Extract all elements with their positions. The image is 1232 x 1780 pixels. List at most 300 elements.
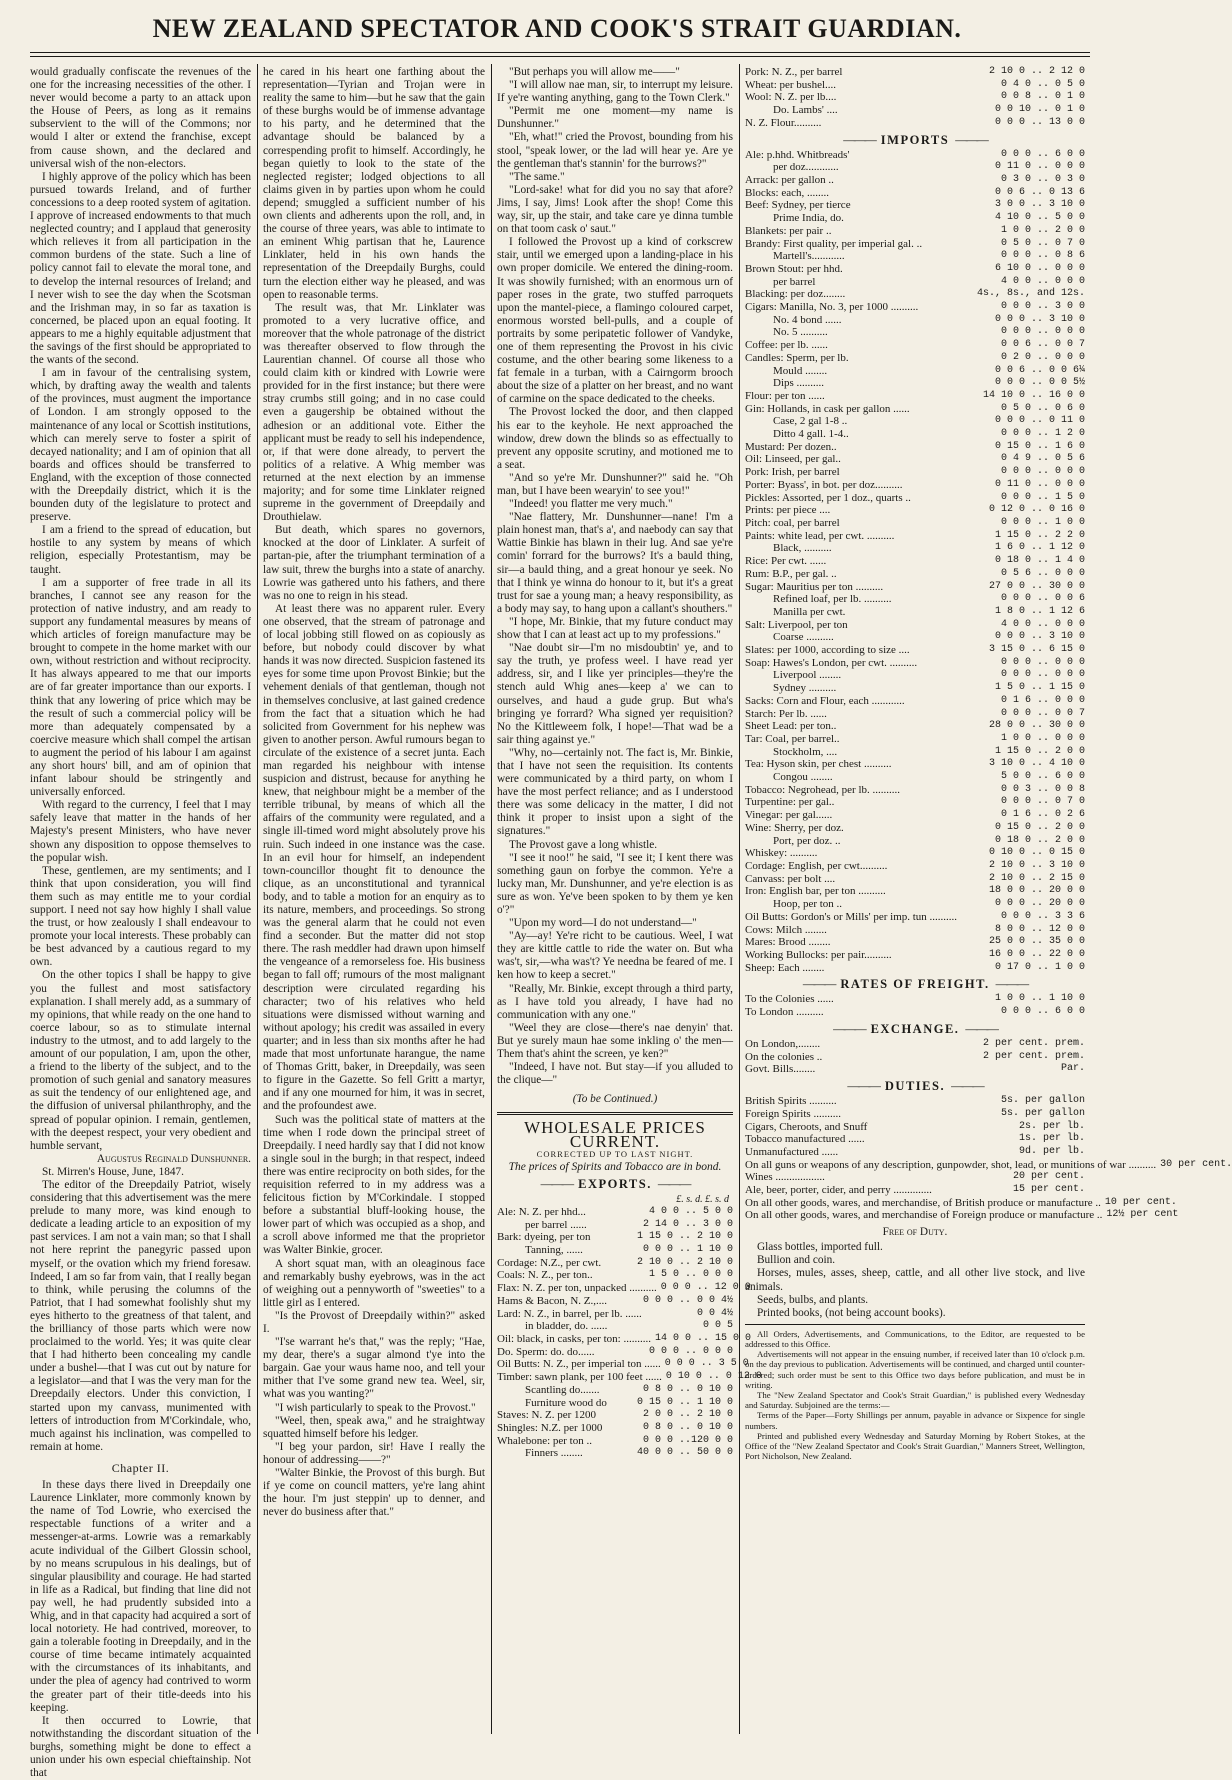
price-row: [745, 631, 1085, 644]
price-value: 0 0 0 .. 0 0 4½: [642, 1294, 733, 1306]
paragraph: "I'se warrant he's that," was the reply; "Hae, my dear, there's a sugar almond t'ye into the bargain. Gae your waus hame noo, and tell your mither that I've some grand new tea. Weel, sir, what was you wanting?": [263, 1336, 485, 1401]
price-item: Brown Stout: per hhd.: [745, 262, 843, 275]
price-item: Wool: N. Z. per lb....: [745, 91, 837, 104]
paragraph: "I beg your pardon, sir! Have I really the honour of addressing——?": [263, 1440, 485, 1466]
price-item: Candles: Sperm, per lb.: [745, 351, 849, 364]
price-row: [745, 466, 1085, 479]
price-value: 0 0 0 .. 3 10 0: [994, 313, 1085, 325]
price-item: Unmanufactured ......: [745, 1145, 839, 1158]
price-row: [745, 79, 1085, 92]
paragraph: "Weel, then, speak awa," and he straightway squatted himself before his ledger.: [263, 1414, 485, 1440]
price-value: 0 0 0 .. 1 0 0: [1000, 517, 1085, 528]
price-value: 0 10 0 .. 0 12 0: [665, 1371, 762, 1383]
price-item: Sheep: Each ........: [745, 961, 825, 974]
price-item: Flour: per ton ......: [745, 389, 825, 402]
column-divider: [491, 64, 492, 1734]
price-row: [745, 669, 1085, 682]
price-row: [745, 415, 1085, 428]
price-item: Blacking: per doz........: [745, 288, 846, 301]
paragraph: I am in favour of the centralising system, which, by drafting away the wealth and talents of the provinces, must augment the importance of London. I am strongly opposed to the maintenance of any local or Scottish institutions, which can merely serve to foster a spirit of decayed nationality; and I am of opinion that all boards and offices should be transferred to England, with the exception of those connected with the Dreepdaily district, which it is the bounden duty of the legislature to protect and preserve.: [30, 367, 251, 524]
price-item: Salt: Liverpool, per ton: [745, 618, 848, 631]
price-row: [745, 276, 1085, 289]
price-value: 8 0 0 .. 12 0 0: [994, 923, 1085, 935]
price-value: 15 per cent.: [1012, 1184, 1085, 1196]
price-item: Coarse ..........: [773, 631, 834, 644]
price-row: [745, 835, 1085, 848]
price-value: 0 2 0 .. 0 0 0: [1000, 351, 1085, 363]
price-item: Wheat: per bushel....: [745, 78, 837, 91]
notice-line: Printed books, (not being account books).: [757, 1306, 946, 1319]
price-value: 5s. per gallon: [1000, 1107, 1085, 1119]
price-value: 0 0 0 .. 0 0 0: [648, 1345, 733, 1357]
price-row: [745, 606, 1085, 619]
price-row: [745, 1209, 1179, 1222]
price-row: [745, 993, 1085, 1006]
price-item: Soap: Hawes's London, per cwt. ..........: [745, 656, 918, 669]
price-item: Rice: Per cwt. ......: [745, 555, 827, 568]
price-row: [745, 822, 1085, 835]
price-row: [745, 301, 1085, 314]
price-row: [745, 568, 1085, 581]
paragraph: A short squat man, with an oleaginous face and remarkably bushy eyebrows, was in the act of weighing out a pennyworth of "sweeties" to a little girl as I entered.: [263, 1257, 485, 1309]
paragraph: These, gentlemen, are my sentiments; and I think that upon consideration, you will find them such as may entitle me to your cordial support. I need not say how highly I shall value the trust, or how zealously I shall endeavour to promote your local interests. These probably can be best advanced by a cautious regard to my own.: [30, 864, 251, 969]
price-item: Blankets: per pair ..: [745, 224, 832, 237]
price-value: 1 0 0 .. 1 10 0: [994, 993, 1085, 1005]
price-item: Flax: N. Z. per ton, unpacked ..........: [497, 1282, 657, 1295]
paragraph: On the other topics I shall be happy to give you the fullest and most satisfactory explanation. I shall merely add, as a summary of my opinions, that while ready on the one hand to coerce labour, so as to stimulate internal industry to the utmost, and to add largely to the amount of our population, I am, upon the other, a friend to the liberty of the subject, and to the promotion of such genial and sanatory measures as suit the tendency of our enlightened age, and the diffusion of universal philanthrophy, and the spread of popular opinion. I remain, gentlemen, with the deepest respect, your very obedient and humble servant,: [30, 969, 251, 1152]
price-value: 0 0 5: [702, 1320, 733, 1332]
price-item: per barrel ......: [525, 1218, 587, 1231]
price-row: [745, 593, 1085, 606]
price-row: [745, 390, 1085, 403]
price-value: 0 0 0 .. 0 7 0: [1000, 796, 1085, 808]
paragraph: "I hope, Mr. Binkie, that my future conduct may show that I can at least act up to my professions.": [497, 615, 733, 642]
price-row: [745, 1095, 1085, 1108]
story-text: [263, 66, 485, 1519]
paragraph: "I wish particularly to speak to the Provost.": [275, 1401, 476, 1414]
price-row: [745, 326, 1085, 339]
price-value: 4 10 0 .. 5 0 0: [994, 212, 1085, 224]
paragraph: The Provost gave a long whistle.: [509, 838, 658, 851]
price-value: 0 0 0 .. 1 5 0: [1000, 491, 1085, 503]
price-item: British Spirits ..........: [745, 1095, 837, 1108]
notice-line: Seeds, bulbs, and plants.: [757, 1293, 869, 1306]
price-row: [497, 1231, 733, 1244]
price-row: [497, 1358, 749, 1371]
price-item: Pork: N. Z., per barrel: [745, 66, 843, 78]
price-value: 4 0 0 .. 0 0 0: [1000, 618, 1085, 630]
price-item: Cigars: Manilla, No. 3, per 1000 ..........: [745, 301, 919, 314]
price-item: Coals: N. Z., per ton..: [497, 1269, 593, 1282]
price-row: [745, 1133, 1085, 1146]
duties-heading: ——— DUTIES. ———: [745, 1080, 1085, 1093]
price-item: To the Colonies ......: [745, 993, 834, 1006]
price-item: Furniture wood do: [525, 1396, 607, 1409]
price-item: Tobacco manufactured ......: [745, 1133, 865, 1146]
price-value: 0 0 6 .. 0 0 7: [1000, 339, 1085, 351]
price-item: Prime India, do.: [773, 212, 844, 225]
price-item: Blocks: each, ........: [745, 186, 830, 199]
signature: Augustus Reginald Dunshunner.: [96, 1152, 251, 1165]
paragraph: "Eh, what!" cried the Provost, bounding from his stool, "speak lower, or the lad will hear ye. Are ye the gentleman that's stannin' for the burrows?": [497, 131, 733, 170]
price-value: 1 0 0 .. 0 0 0: [1000, 732, 1085, 744]
address-text: [30, 66, 251, 1153]
price-value: 4 0 0 .. 0 0 0: [1000, 275, 1085, 287]
price-value: 27 0 0 .. 30 0 0: [988, 580, 1085, 592]
freight-table: [745, 993, 1085, 1018]
price-item: On all other goods, wares, and merchandise of Foreign produce or manufacture ..: [745, 1209, 1103, 1222]
paragraph: would gradually confiscate the revenues of the one for the increasing necessities of the other. I never would become a party to an attack upon the House of Peers, as long as it remains subservient to the will of the Commons; nor would I alter or extend the franchise, except from cause shown, and the declared and universal wish of the non-electors.: [30, 66, 251, 170]
price-item: Sugar: Mauritius per ton ..........: [745, 580, 884, 593]
price-row: [745, 542, 1085, 555]
price-item: Whiskey: ..........: [745, 847, 818, 860]
price-item: No. 5 ..........: [773, 326, 828, 339]
price-row: [745, 212, 1085, 225]
price-row: [745, 873, 1085, 886]
paragraph: "Is the Provost of Dreepdaily within?" asked I.: [263, 1309, 485, 1335]
paragraph: "Really, Mr. Binkie, except through a third party, as I have told you already, I have had no communication with any one.": [497, 982, 733, 1021]
price-item: Cordage: N.Z., per cwt.: [497, 1256, 602, 1269]
price-value: 14 10 0 .. 16 0 0: [982, 389, 1085, 401]
price-item: Mould ........: [773, 364, 828, 377]
price-row: [745, 1146, 1085, 1159]
price-row: [497, 1269, 733, 1282]
price-value: 0 8 0 .. 0 10 0: [642, 1383, 733, 1395]
chapter-heading: Chapter II.: [111, 1460, 170, 1475]
imports-heading: ——— IMPORTS ———: [745, 134, 1085, 147]
price-value: 12½ per cent: [1106, 1209, 1179, 1221]
price-row: [745, 771, 1085, 784]
to-be-continued: (To be Continued.): [572, 1093, 658, 1106]
price-item: Cordage: English, per cwt..........: [745, 859, 888, 872]
paragraph: I am a supporter of free trade in all its branches, I cannot see any reason for the protection of native industry, and am ready to support any fundamental measures by means of which articles of foreign manufacture may be brought to compete in the home market with our own, without restriction and without reciprocity. It has always appeared to me that our imports are of far greater importance than our exports. I think that any lowering of price which may be the result of such a commercial policy will be more than adequately compensated by a coercive measure which shall compel the artisan to augment the period of his labour I am against any short hours' bill, and am of opinion that infant labour should be stringently and universally enforced.: [30, 576, 251, 799]
paragraph: In these days there lived in Dreepdaily one Laurence Linklater, more commonly known by the name of Tod Lowrie, who exercised the respectable functions of a writer and a messenger-at-arms. Lowrie was a remarkably acute individual of the Gilbert Glossin school, by no means scrupulous in his dealings, but of singular plausibility and courage. He had started in life as a Radical, but finding that line did not pay well, he had prudently subsided into a Whig, and in that capacity had acquired a sort of local notoriety. He had contrived, moreover, to gain a tolerable footing in Dreepdaily, and in the course of time became intimately acquainted with the circumstances of its inhabitants, and under the plea of agency had contrived to worm the greater part of their title-deeds into his keeping.: [30, 1479, 251, 1714]
price-row: [745, 555, 1085, 568]
price-row: [745, 403, 1085, 416]
paragraph: "Indeed! you flatter me very much.": [509, 498, 673, 511]
price-row: [745, 657, 1085, 670]
price-row: [745, 199, 1085, 212]
price-item: Prints: per piece ....: [745, 504, 831, 517]
price-row: [745, 428, 1085, 441]
paragraph: "Walter Binkie, the Provost of this burgh. But if ye come on council matters, ye're lang ahint the hour. I'm just steppin' up to denner, and never do business after that.": [263, 1467, 485, 1519]
price-value: 0 0 6 .. 0 0 6¼: [994, 364, 1085, 376]
price-value: 3 15 0 .. 6 15 0: [988, 644, 1085, 656]
price-value: 0 0 0 .. 0 11 0: [994, 415, 1085, 427]
price-row: [745, 479, 1085, 492]
price-row: [745, 517, 1085, 530]
price-row: [745, 796, 1085, 809]
notice-line: All Orders, Advertisements, and Communications, to the Editor, are requested to be addressed to this Office.: [745, 1328, 1085, 1349]
price-item: Mustard: Per dozen..: [745, 440, 837, 453]
price-value: 0 0 0 .. 1 10 0: [642, 1244, 733, 1256]
price-item: Iron: English bar, per ton ..........: [745, 885, 886, 898]
paragraph: I am a friend to the spread of education, but hostile to any system by means of which religion, especially Protestantism, may be taught.: [30, 524, 251, 576]
price-item: Pitch: coal, per barrel: [745, 517, 840, 529]
price-item: On the colonies ..: [745, 1050, 823, 1063]
price-item: Tobacco: Negrohead, per lb. ..........: [745, 783, 901, 796]
paragraph: The editor of the Dreepdaily Patriot, wisely considering that this advertisement was the mere prelude to many more, was kind enough to dedicate a leading article to an exposition of my past services. I am not a vain man; so that I shall not here reprint the panegyric passed upon myself, or the ovation which my friend foresaw. Indeed, I am so far from vain, that I really began to think, while perusing the columns of the Patriot, that I had somewhat foolishly shut my eyes hitherto to the greatness of that talent, and the brilliancy of those parts which were now proclaimed to the world. Yes; it was quite clear that I had hitherto been concealing my candle under a bushel—that I was cut out by nature for a legislator—and that I was the very man for the Dreepdaily electors. Under this conviction, I started upon my canvass, munimented with letters of introduction from M'Corkindale, who, much against his inclination, was compelled to remain at home.: [30, 1178, 251, 1453]
price-value: 0 0 0 .. 6 0 0: [1000, 1006, 1085, 1018]
price-value: 0 17 0 .. 1 0 0: [994, 961, 1085, 973]
column-divider: [257, 64, 258, 1734]
column-3: [497, 66, 762, 1731]
price-value: Par.: [1060, 1063, 1085, 1075]
price-row: [745, 149, 1085, 162]
paragraph: At least there was no apparent ruler. Every one observed, that the stream of patronage and of local jobbing still flowed on as copiously as before, but nobody could discover by what hands it was now directed. Suspicion fastened its eyes for some time upon Provost Binkie; but the vehement denials of that gentleman, though not in themselves conclusive, at last gained credence from the fact that a situation which he had solicited from Government for his nephew was given to another person. Awful rumours began to circulate of the existence of a secret junta. Each man regarded his neighbour with intense suspicion and distrust, because for anything he knew, that neighbour might be a member of the terrible tribunal, by means of which all the affairs of the community were regulated, and a single ill-timed word might absolutely prove his ruin. Such indeed in one instance was the case. In an evil hour for himself, an independent town-councillor thought fit to denounce the clique, as an unconstitutional and tyrannical body, and to table a motion for an enquiry as to its nature, members, and proceedings. So strong was the general alarm that he could not even find a seconder. But the matter did not stop there. The rash meddler had drawn upon himself the vengeance of a remorseless foe. His business began to fall off; rumours of the most malignant description were circulated regarding his character; two of his relatives who held situations were dismissed without warning and without apology; his credit was assailed in every quarter; and in less than six months after he had made that most unfortunate harangue, the name of Thomas Gritt, baker, in Dreepdaily, was seen to figure in the Gazette. So fell Gritt a martyr, and if any one mourned for him, it was in secret, and the profoundest awe.: [263, 602, 485, 1113]
price-value: 25 0 0 .. 35 0 0: [988, 936, 1085, 948]
paragraph: "Weel they are close—there's nae denyin' that. But ye surely maun hae some inkling o' the men—Them that's ahint the screen, ye ken?": [497, 1021, 733, 1061]
notice-line: Advertisements will not appear in the ensuing number, if received later than 10 o'clock p.m. on the day previous to publication. Advertisements will be continued, and charged until counter-ordered; such order must be sent to this Office two days before publication, and must be in writing.: [745, 1349, 1085, 1390]
price-value: 9d. per lb.: [1018, 1145, 1085, 1157]
price-row: [745, 1038, 1085, 1051]
column-2: [263, 66, 485, 1731]
price-value: 18 0 0 .. 20 0 0: [988, 885, 1085, 897]
price-value: 0 0 0 .. 0 0 0: [1000, 466, 1085, 478]
price-row: [497, 1295, 733, 1308]
price-row: [745, 263, 1085, 276]
price-item: Beef: Sydney, per tierce: [745, 199, 851, 212]
price-item: Rum: B.P., per gal. ..: [745, 567, 837, 580]
price-item: Port, per doz. ..: [773, 834, 841, 847]
price-row: [745, 314, 1085, 327]
price-value: 0 0 0 .. 3 10 0: [994, 631, 1085, 643]
paragraph: It then occurred to Lowrie, that notwithstanding the discordant situation of the burghs, something might be done to effect a union under his own especial chieftainship. Not that: [30, 1714, 251, 1780]
price-value: 2 per cent. prem.: [982, 1050, 1085, 1062]
price-row: [745, 187, 1085, 200]
price-row: [745, 161, 1085, 174]
price-row: [497, 1447, 733, 1460]
price-value: 16 0 0 .. 22 0 0: [988, 948, 1085, 960]
price-item: Brandy: First quality, per imperial gal. ..: [745, 237, 923, 250]
price-row: [745, 720, 1085, 733]
price-value: 0 5 0 .. 0 6 0: [1000, 402, 1085, 414]
price-row: [745, 1051, 1085, 1064]
price-item: Oil Butts: N. Z., per imperial ton ......: [497, 1358, 661, 1371]
price-value: 1 15 0 .. 2 0 0: [994, 745, 1085, 757]
price-row: [745, 104, 1085, 117]
free-of-duty-list: [745, 1241, 1085, 1320]
price-item: Martell's............: [773, 250, 845, 263]
notice-line: Printed and published every Wednesday and Saturday Morning by Robert Stokes, at the Office of the "New Zealand Spectator and Cook's Strait Guardian," Manners Street, Wellington, Port Nicholson, New Zealand.: [745, 1430, 1085, 1462]
paragraph: "I will allow nae man, sir, to interrupt my leisure. If ye're wanting anything, gang to the Town Clerk.": [497, 79, 733, 105]
price-item: Canvass: per bolt ....: [745, 872, 836, 885]
price-row: [745, 238, 1085, 251]
price-row: [745, 117, 1085, 130]
price-row: [745, 225, 1085, 238]
price-row: [745, 619, 1085, 632]
price-item: Cigars, Cheroots, and Snuff: [745, 1120, 868, 1133]
price-value: 0 0 4½: [696, 1307, 733, 1319]
price-row: [745, 453, 1085, 466]
price-item: Sheet Lead: per ton..: [745, 720, 837, 733]
price-item: Wines ..................: [745, 1171, 825, 1184]
price-row: [497, 1409, 733, 1422]
masthead-rule-2: [30, 56, 1090, 57]
editorial-text: [30, 1179, 251, 1454]
price-value: 0 0 0 .. 1 2 0: [1000, 428, 1085, 440]
price-value: 0 0 8 .. 0 1 0: [1000, 91, 1085, 103]
price-value: 0 1 6 .. 0 2 6: [1000, 809, 1085, 821]
price-value: 2 10 0 .. 2 15 0: [988, 872, 1085, 884]
exports-heading: ——— EXPORTS. ———: [497, 1178, 733, 1191]
price-item: Turpentine: per gal..: [745, 796, 835, 809]
price-row: [497, 1435, 733, 1448]
price-value: 1 15 0 .. 2 10 0: [636, 1231, 733, 1243]
price-row: [745, 339, 1085, 352]
price-value: 1 6 0 .. 1 12 0: [994, 542, 1085, 554]
price-value: 40 0 0 .. 50 0 0: [636, 1447, 733, 1459]
price-row: [745, 530, 1085, 543]
price-item: per barrel: [773, 275, 816, 288]
price-value: 0 0 0 .. 0 0 0: [1000, 656, 1085, 668]
price-row: [745, 962, 1085, 975]
price-value: 0 0 0 .. 0 0 6: [1000, 593, 1085, 605]
price-value: 20 per cent.: [1012, 1171, 1085, 1183]
price-item: Working Bullocks: per pair..........: [745, 948, 892, 961]
paragraph: I highly approve of the policy which has been pursued towards Ireland, and of further concessions to a deep rooted system of agitation. I approve of increased endowments to that much neglected country; and I applaud that generosity which relieves it from all participation in the common burdens of the state. Such a line of policy cannot fail to elevate the moral tone, and to develop the internal resources of Ireland; and I never wish to see the day when the Scotsman and the Irishman may, in so far as taxation is concerned, be placed upon an equal footing. It appears to me a highly equitable adjustment that the savings of the first should be appropriated to the wants of the second.: [30, 170, 251, 367]
price-row: [497, 1206, 733, 1219]
price-value: 1 8 0 .. 1 12 6: [994, 605, 1085, 617]
price-item: Refined loaf, per lb. ..........: [773, 593, 892, 606]
divider: [745, 1324, 1085, 1325]
price-value: 0 8 0 .. 0 10 0: [642, 1421, 733, 1433]
price-item: Whalebone: per ton ..: [497, 1434, 592, 1447]
price-row: [745, 924, 1085, 937]
price-value: 5s. per gallon: [1000, 1095, 1085, 1107]
price-item: On all other goods, wares, and merchandise, of British produce or manufacture ..: [745, 1196, 1101, 1209]
paragraph: "I see it noo!" he said, "I see it; I kent there was something gaun on forbye the common. Ye're a lucky man, Mr. Dunshunner, and ye're election is as sure as won. Ye've been spoken to by them ye ken o'?": [497, 851, 733, 916]
exports-continued-table: [745, 66, 1085, 130]
price-item: Slates: per 1000, according to size ....: [745, 644, 910, 657]
column-divider: [739, 64, 740, 1734]
price-value: 2 10 0 .. 2 10 0: [636, 1256, 733, 1268]
price-row: [745, 352, 1085, 365]
price-row: [745, 885, 1085, 898]
price-row: [745, 809, 1085, 822]
price-row: [497, 1219, 733, 1232]
price-value: 0 5 6 .. 0 0 0: [1000, 567, 1085, 579]
price-row: [745, 365, 1085, 378]
price-value: 30 per cent.: [1160, 1158, 1232, 1170]
price-value: 0 1 6 .. 0 0 0: [1000, 694, 1085, 706]
price-row: [745, 1184, 1085, 1197]
paragraph: With regard to the currency, I feel that I may safely leave that matter in the hands of her Majesty's present Ministers, who have never shown any disposition to oppose themselves to the popular wish.: [30, 799, 251, 864]
price-value: 0 18 0 .. 1 4 0: [994, 555, 1085, 567]
price-row: [745, 644, 1085, 657]
price-row: [497, 1333, 751, 1346]
price-row: [497, 1257, 733, 1270]
price-item: Mares: Brood ........: [745, 936, 831, 949]
price-row: [745, 758, 1085, 771]
story-text-continued: [497, 66, 733, 1087]
price-item: Cows: Milch ........: [745, 923, 827, 936]
price-row: [745, 1158, 1232, 1172]
price-value: 0 5 0 .. 0 7 0: [1000, 237, 1085, 249]
price-value: 0 10 0 .. 0 15 0: [988, 847, 1085, 859]
price-value: 0 4 9 .. 0 5 6: [1000, 453, 1085, 465]
price-row: [497, 1244, 733, 1257]
price-value: 0 0 0 .. 20 0 0: [994, 898, 1085, 910]
notice-line: Glass bottles, imported full.: [757, 1241, 883, 1254]
price-row: [745, 682, 1085, 695]
price-value: 0 0 0 ..120 0 0: [642, 1434, 733, 1446]
price-row: [745, 1121, 1085, 1134]
price-row: [745, 860, 1085, 873]
price-value: 1s. per lb.: [1018, 1133, 1085, 1145]
price-row: [745, 733, 1085, 746]
price-item: in bladder, do. ......: [525, 1320, 608, 1333]
price-row: [745, 1006, 1085, 1019]
price-item: Congou ........: [773, 771, 833, 784]
currency-header: £. s. d. £. s. d: [676, 1193, 729, 1205]
paragraph: "Permit me one moment—my name is Dunshunner.": [497, 105, 733, 131]
price-row: [745, 250, 1085, 263]
price-item: On all guns or weapons of any description, gunpowder, shot, lead, or munitions of war ..........: [745, 1158, 1157, 1171]
price-value: 14 0 0 .. 15 0 0: [654, 1333, 751, 1344]
price-value: 2 10 0 .. 3 10 0: [988, 859, 1085, 871]
price-item: Do. Sperm: do. do......: [497, 1345, 595, 1358]
price-item: Bark: dyeing, per ton: [497, 1231, 591, 1244]
column-1: [30, 66, 251, 1780]
price-item: Tar: Coal, per barrel..: [745, 732, 840, 745]
price-value: 5 0 0 .. 6 0 0: [1000, 771, 1085, 783]
price-row: [745, 1063, 1085, 1076]
price-row: [745, 91, 1085, 104]
price-value: 0 0 0 .. 3 0 0: [1000, 301, 1085, 313]
paragraph: The Provost locked the door, and then clapped his ear to the keyhole. He next approached the window, drew down the blinds so as effectually to prevent any opposite scrutiny, and motioned me to a seat.: [497, 406, 733, 471]
paragraph: "The same.": [509, 170, 565, 183]
price-item: Starch: Per lb. ......: [745, 707, 827, 720]
price-item: Timber: sawn plank, per 100 feet ......: [497, 1371, 662, 1384]
price-row: [745, 1196, 1177, 1210]
price-row: [745, 695, 1085, 708]
price-item: Coffee: per lb. ......: [745, 339, 828, 352]
price-value: 0 15 0 .. 1 6 0: [994, 440, 1085, 452]
price-value: 0 4 0 .. 0 5 0: [1000, 78, 1085, 90]
price-item: Oil Butts: Gordon's or Mills' per imp. tun ..........: [745, 910, 958, 923]
masthead-rule: [30, 52, 1090, 53]
price-item: Govt. Bills........: [745, 1063, 816, 1076]
price-value: 0 0 10 .. 0 1 0: [994, 104, 1085, 116]
price-value: 2 14 0 .. 3 0 0: [642, 1218, 733, 1230]
price-row: [497, 1282, 751, 1295]
price-value: 0 0 0 .. 13 0 0: [994, 116, 1085, 128]
price-value: 0 11 0 .. 0 0 0: [994, 161, 1085, 173]
notice-line: Bullion and coin.: [757, 1254, 836, 1267]
notice-line: Horses, mules, asses, sheep, cattle, and all other live stock, and live animals.: [745, 1267, 1085, 1293]
wholesale-subtitle: CORRECTED UP TO LAST NIGHT.: [536, 1148, 694, 1159]
price-item: per doz............: [773, 161, 839, 174]
price-value: 0 3 0 .. 0 3 0: [1000, 174, 1085, 186]
wholesale-note: The prices of Spirits and Tobacco are in bond.: [508, 1160, 722, 1173]
price-row: [497, 1397, 733, 1410]
price-row: [745, 936, 1085, 949]
price-row: [497, 1422, 733, 1435]
price-value: 0 0 0 .. 6 0 0: [1000, 148, 1085, 160]
price-item: Lard: N. Z., in barrel, per lb. ......: [497, 1307, 642, 1320]
price-item: Dips ..........: [773, 377, 825, 390]
paragraph: he cared in his heart one farthing about the representation—Tyrian and Trojan were in reality the same to him—but he saw that the gain of these burghs would be of immense advantage to his party, and he determined that the advantage should be balanced by a correspending profit to himself. Accordingly, he began quietly to look to the state of the neglected register; lodged objections to all claims given in by parties upon whom he could depend; smuggled a sufficient number of his own clients and adherents upon the roll, and, in the course of three years, was able to intimate to an eminent Whig partisan that he, Laurence Linklater, held in his own hands the representation of the Dreepdaily Burghs, could turn the election either way he pleased, and was open to reasonable terms.: [263, 66, 485, 301]
price-item: Sydney ..........: [773, 682, 837, 695]
price-item: Black, ..........: [773, 542, 832, 555]
paragraph: Such was the political state of matters at the time when I rode down the principal street of Dreepdaily. I need hardly say that I did not know a single soul in the burgh; in that respect, indeed there was entire reciprocity on both sides, for the requisition referred to in my address was a felicitous fiction by M'Corkindale. I stopped before a substantial bluff-looking house, the lower part of which was occupied as a shop, and a scroll above informed me that the proprietor was Walter Binkie, grocer.: [263, 1113, 485, 1257]
price-row: [745, 581, 1085, 594]
price-row: [745, 847, 1085, 860]
price-value: 0 0 0 .. 3 3 6: [1000, 910, 1085, 922]
price-item: Porter: Byass', in bot. per doz..........: [745, 478, 903, 491]
paragraph: The result was, that Mr. Linklater was promoted to a very lucrative office, and moreover that the whole patronage of the district was thereafter observed to flow through the Laurentian channel. Of course all those who could claim kith or kindred with Lowrie were provided for in the first instance; but there were stray crumbs still going; and in no case could even a gaugership be obtained without the adhesion or an additional vote. Either the applicant must be ready to sell his independence, or, if that were done already, to pervert the politics of a relative. A Whig member was returned at the next election by an immense majority; and for some time Linklater reigned supreme in the government of Dreepdaily and Drouthielaw.: [263, 301, 485, 524]
